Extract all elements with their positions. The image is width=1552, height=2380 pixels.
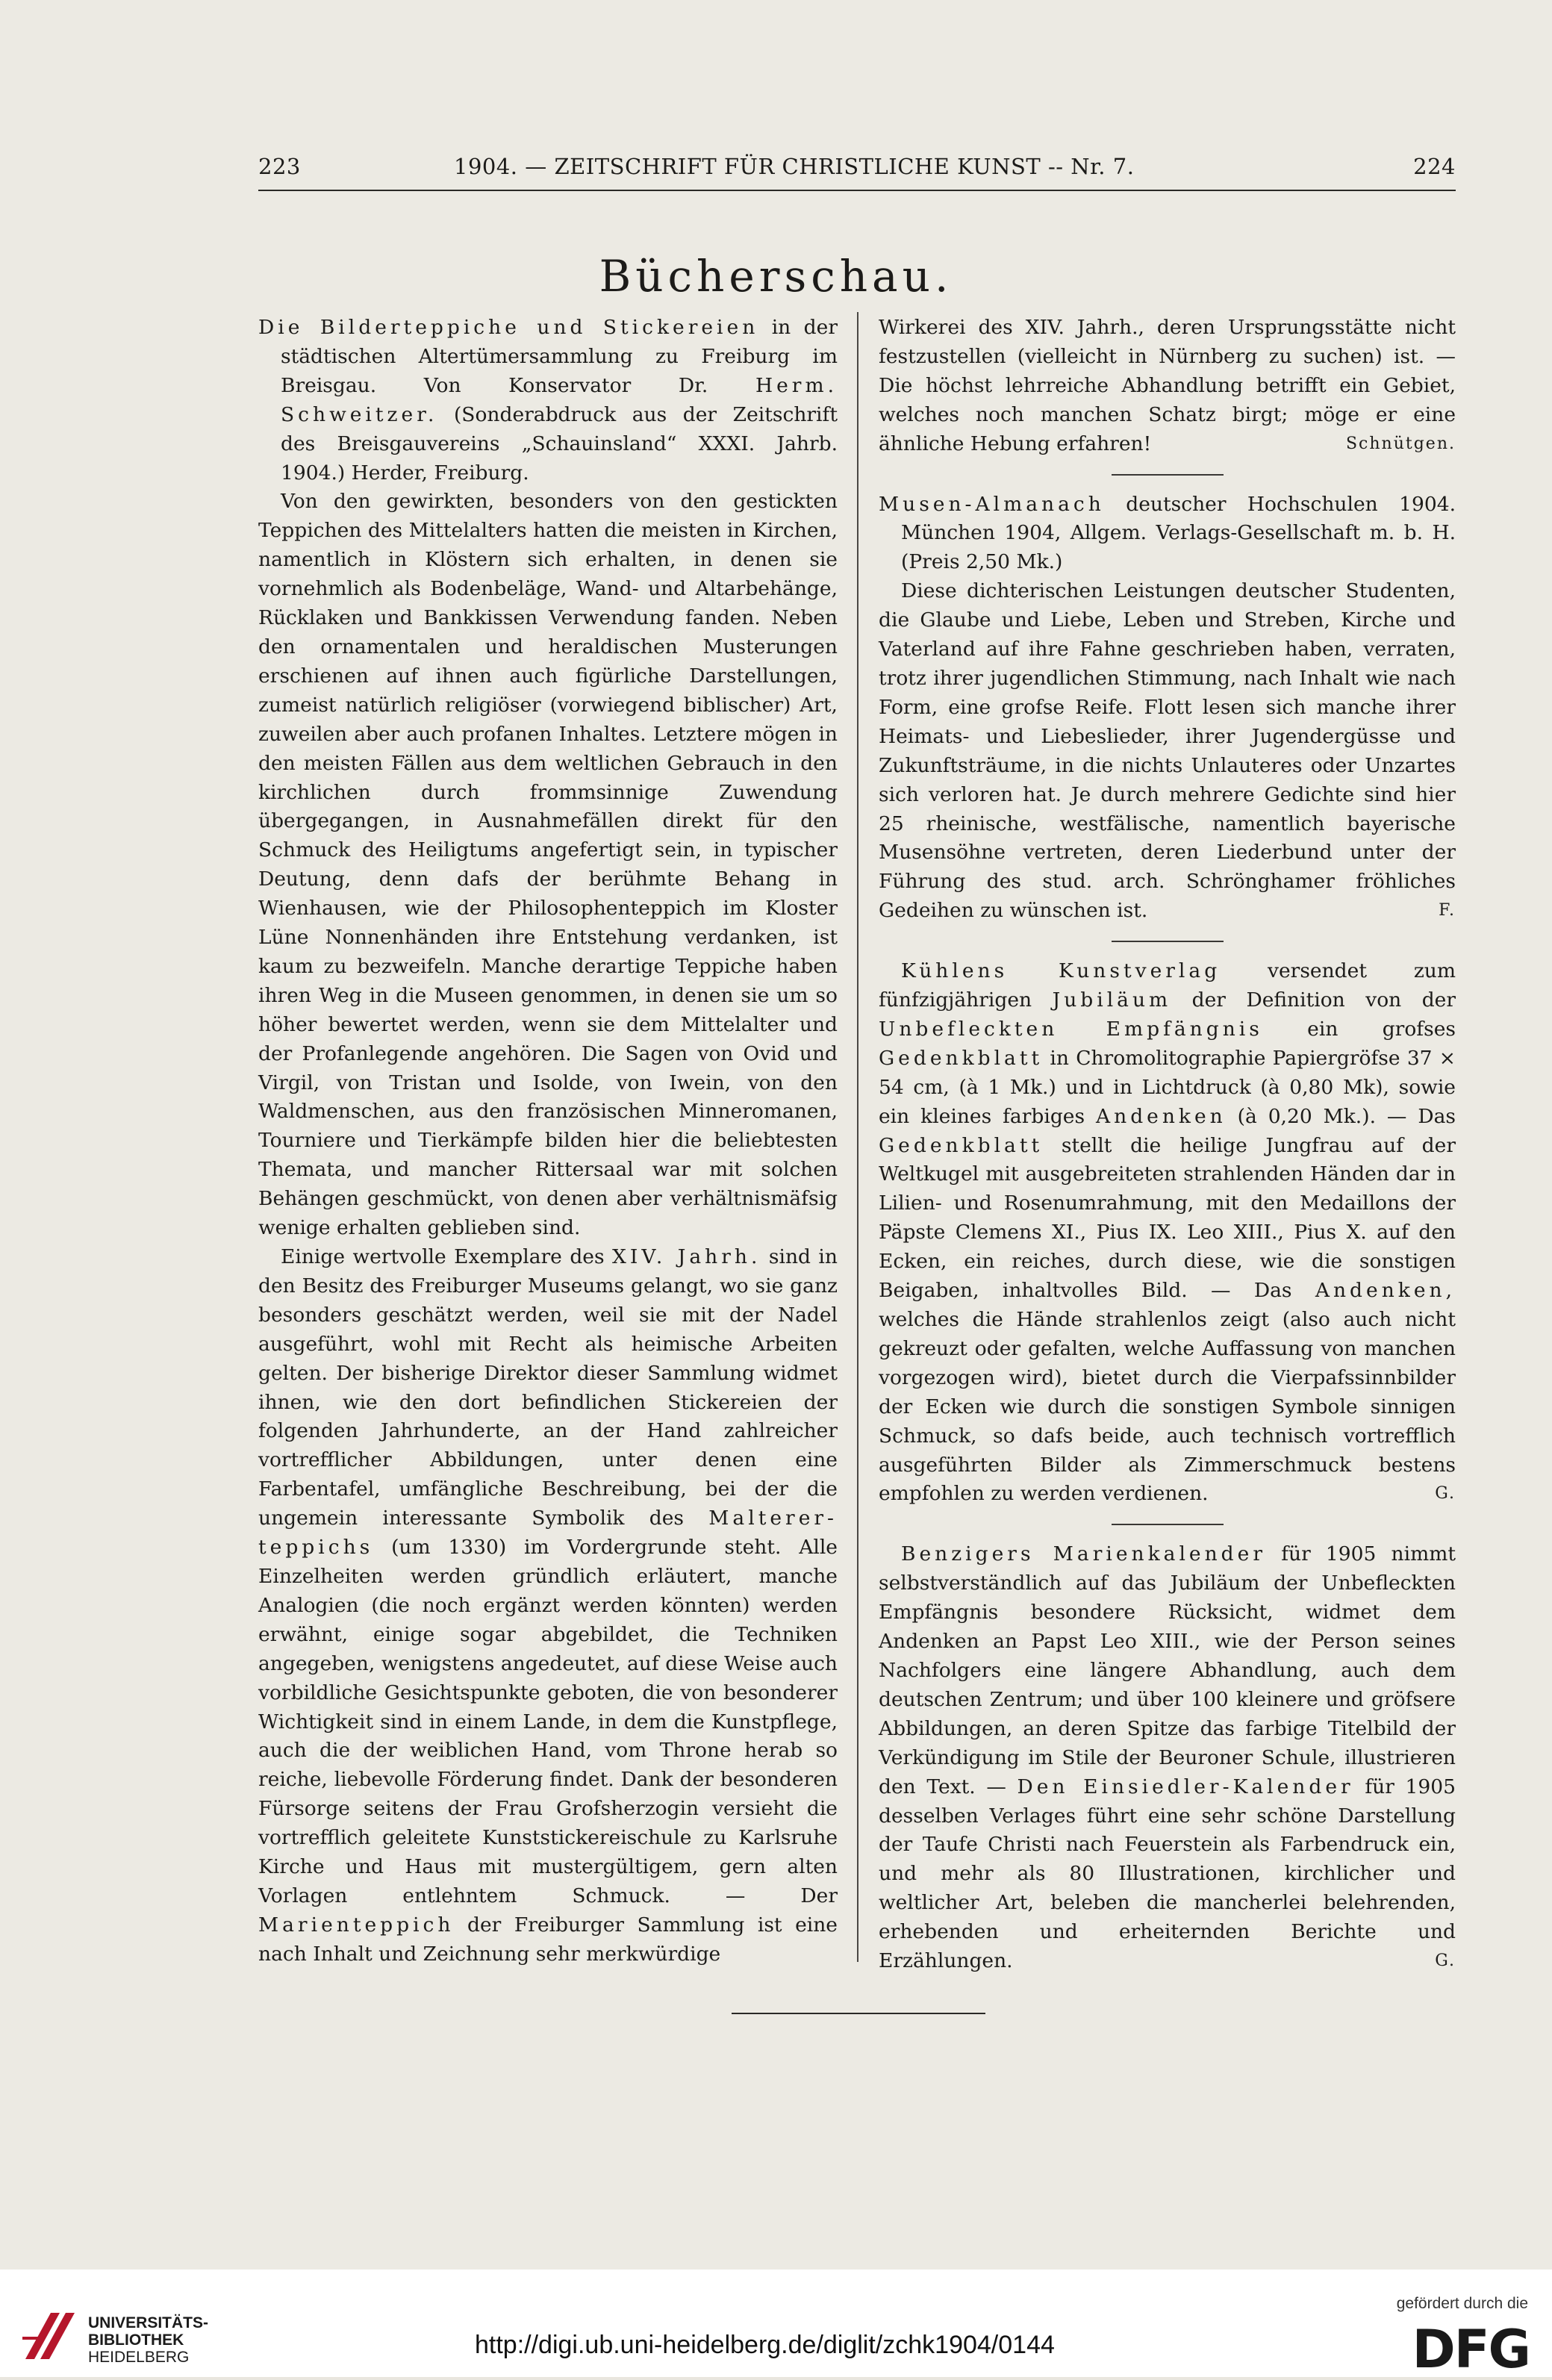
review-paragraph: Benzigers Marienkalender für 1905 nimmt selbstverständlich auf das Jubiläum der Unbefleckten Empfängnis besondere Rücksicht, widmet dem Andenken an Papst Leo XIII., wie der Person seines Nachfolgers eine längere Abhandlung, auch dem deutschen Zentrum; und über 100 kleinere und gröfsere Abbildungen, an deren Spitze das farbige Titelbild der Verkündigung im Stile der Beuroner Schule, illustrieren den Text. — Den Einsiedler-Kalender für 1905 desselben Verlages führt eine sehr schöne Darstellung der Taufe Christi nach Feuerstein als Farbendruck ein, und mehr als 80 Illustrationen, kirchlicher und weltlicher Art, beleben die mancherlei belehrenden, erhebenden und erheiternden Berichte und Erzählungen. G.	[879, 1540, 1456, 1976]
review-paragraph: Einige wertvolle Exemplare des XIV. Jahrh. sind in den Besitz des Freiburger Museums gelangt, wo sie ganz besonders geschätzt werden, weil sie mit der Nadel ausgeführt, wohl mit Recht als heimische Arbeiten gelten. Der bisherige Direktor dieser Sammlung widmet ihnen, wie den dort befindlichen Stickereien der folgenden Jahrhunderte, an der Hand zahlreicher vortrefflicher Abbildungen, unter denen eine Farbentafel, umfängliche Beschreibung, bei der die ungemein interessante Symbolik des Malterer-teppichs (um 1330) im Vordergrunde steht. Alle Einzelheiten werden gründlich erläutert, manche Analogien (die noch ergänzt werden könnten) werden erwähnt, einige sogar abgebildet, die Techniken angegeben, wenigstens angedeutet, auf diese Weise auch vorbildliche Gesichtspunkte geboten, die von besonderer Wichtigkeit sind in einem Lande, in dem die Kunstpflege, auch die der weiblichen Hand, vom Throne herab so reiche, liebevolle Förderung findet. Dank der besonderen Fürsorge seitens der Frau Grofsherzogin versieht die vortrefflich geleitete Kunststickereischule zu Karlsruhe Kirche und Haus mit mustergültigem, gern alten Vorlagen entlehntem Schmuck. — Der Marienteppich der Freiburger Sammlung ist eine nach Inhalt und Zeichnung sehr merkwürdige	[258, 1245, 838, 1966]
column-divider	[857, 312, 858, 1962]
library-logo-icon	[21, 2308, 79, 2367]
digitization-footer	[0, 2270, 1552, 2380]
separator	[1112, 474, 1224, 476]
funding-note: gefördert durch die	[1396, 2295, 1528, 2312]
signature: G.	[1435, 1484, 1456, 1504]
signature: G.	[1435, 1951, 1456, 1971]
signature: F.	[1439, 901, 1456, 920]
entry-author: Herm. Schweitzer.	[281, 373, 838, 426]
page-number-left: 223	[258, 154, 301, 179]
dfg-logo: DFG	[1412, 2319, 1530, 2380]
review-entry-heading: Die Bilderteppiche und Stickereien in der städtischen Altertümersammlung zu Freiburg im Breisgau. Von Konservator Dr. Herm. Schweitzer. (Sonderabdruck aus der Zeitschrift des Breisgauvereins „Schauinsland“ XXXI. Jahrb. 1904.) Herder, Freiburg.	[258, 316, 838, 485]
journal-title: 1904. — ZEITSCHRIFT FÜR CHRISTLICHE KUNST -- Nr. 7.	[454, 154, 1135, 179]
separator	[1112, 941, 1224, 942]
left-column	[258, 314, 838, 1969]
entry-title: Die Bilderteppiche und Stickereien	[258, 316, 759, 339]
library-name: UNIVERSITÄTS- BIBLIOTHEK HEIDELBERG	[88, 2314, 209, 2366]
review-paragraph: Kühlens Kunstverlag versendet zum fünfzigjährigen Jubiläum der Definition von der Unbefleckten Empfängnis ein grofses Gedenkblatt in Chromolitographie Papiergröfse 37 × 54 cm, (à 1 Mk.) und in Lichtdruck (à 0,80 Mk), sowie ein kleines farbiges Andenken (à 0,20 Mk.). — Das Gedenkblatt stellt die heilige Jungfrau auf der Weltkugel mit ausgebreiteten strahlenden Händen dar in Lilien- und Rosenumrahmung, mit den Medaillons der Päpste Clemens XI., Pius IX. Leo XIII., Pius X. auf den Ecken, ein reiches, durch diese, wie die sonstigen Beigaben, inhaltvolles Bild. — Das Andenken, welches die Hände strahlenlos zeigt (also auch nicht gekreuzt oder gefalten, welche Auffassung von manchen vorgezogen wird), bietet durch die Vierpafssinnbilder der Ecken wie durch die sonstigen Symbole sinnigen Schmuck, so dafs beide, auch technisch vortrefflich ausgeführten Bilder als Zimmerschmuck bestens empfohlen zu werden verdienen. G.	[879, 957, 1456, 1509]
permalink[interactable]: http://digi.ub.uni-heidelberg.de/diglit/zchk1904/0144	[475, 2331, 1055, 2359]
entry-title: Musen-Almanach	[879, 492, 1105, 516]
section-title: Bücherschau.	[599, 251, 953, 302]
review-entry-heading: Musen-Almanach deutscher Hochschulen 1904. München 1904, Allgem. Verlags-Gesellschaft m. b. H. (Preis 2,50 Mk.)	[879, 492, 1456, 574]
review-continuation: Wirkerei des XIV. Jahrh., deren Ursprungsstätte nicht festzustellen (vielleicht in Nürnberg zu suchen) ist. — Die höchst lehrreiche Abhandlung betrifft ein Gebiet, welches noch manchen Schatz birgt; möge er eine ähnliche Hebung erfahren! Schnütgen.	[879, 314, 1456, 459]
review-paragraph: Von den gewirkten, besonders von den gestickten Teppichen des Mittelalters hatten die meisten in Kirchen, namentlich in Klöstern sich erhalten, in denen sie vornehmlich als Bodenbeläge, Wand- und Altarbehänge, Rücklaken und Bankkissen Verwendung fanden. Neben den ornamentalen und heraldischen Musterungen erschienen auf ihnen auch figürliche Darstellungen, zumeist natürlich religiöser (vorwiegend biblischer) Art, zuweilen aber auch profanen Inhaltes. Letztere mögen in den meisten Fällen aus dem weltlichen Gebrauch in den kirchlichen durch frommsinnige Zuwendung übergegangen, in Ausnahmefällen direkt für den Schmuck des Heiligtums angefertigt sein, in typischer Deutung, denn dafs der berühmte Behang in Wienhausen, wie der Philosophenteppich im Kloster Lüne Nonnenhänden ihre Entstehung verdanken, ist kaum zu bezweifeln. Manche derartige Teppiche haben ihren Weg in die Museen genommen, in denen sie um so höher bewertet werden, wenn sie dem Mittelalter und der Profanlegende angehören. Die Sagen von Ovid und Virgil, von Tristan und Isolde, von Iwein, von den Waldmenschen, aus den französischen Minneromanen, Tourniere und Tierkämpfe bilden hier die beliebtesten Themata, und mancher Rittersaal war mit solchen Behängen geschmückt, von denen aber verhältnismäfsig wenige erhalten geblieben sind.	[258, 490, 838, 1240]
separator	[1112, 1524, 1224, 1525]
signature: Schnütgen.	[1345, 434, 1456, 453]
review-paragraph: Diese dichterischen Leistungen deutscher Studenten, die Glaube und Liebe, Leben und Streben, Kirche und Vaterland auf ihre Fahne geschrieben haben, verraten, trotz ihrer jugendlichen Stimmung, nach Inhalt wie nach Form, eine grofse Reife. Flott lesen sich manche ihrer Heimats- und Liebeslieder, ihrer Jugendergüsse und Zukunftsträume, in die nichts Unlauteres oder Unzartes sich verloren hat. Je durch mehrere Gedichte sind hier 25 rheinische, westfälische, namentlich bayerische Musensöhne vertreten, deren Liederbund unter der Führung des stud. arch. Schrönghamer fröhliches Gedeihen zu wünschen ist. F.	[879, 577, 1456, 926]
header-rule	[258, 190, 1456, 191]
right-column	[879, 314, 1456, 1976]
page-number-right: 224	[1413, 154, 1456, 179]
end-rule	[732, 2013, 985, 2014]
